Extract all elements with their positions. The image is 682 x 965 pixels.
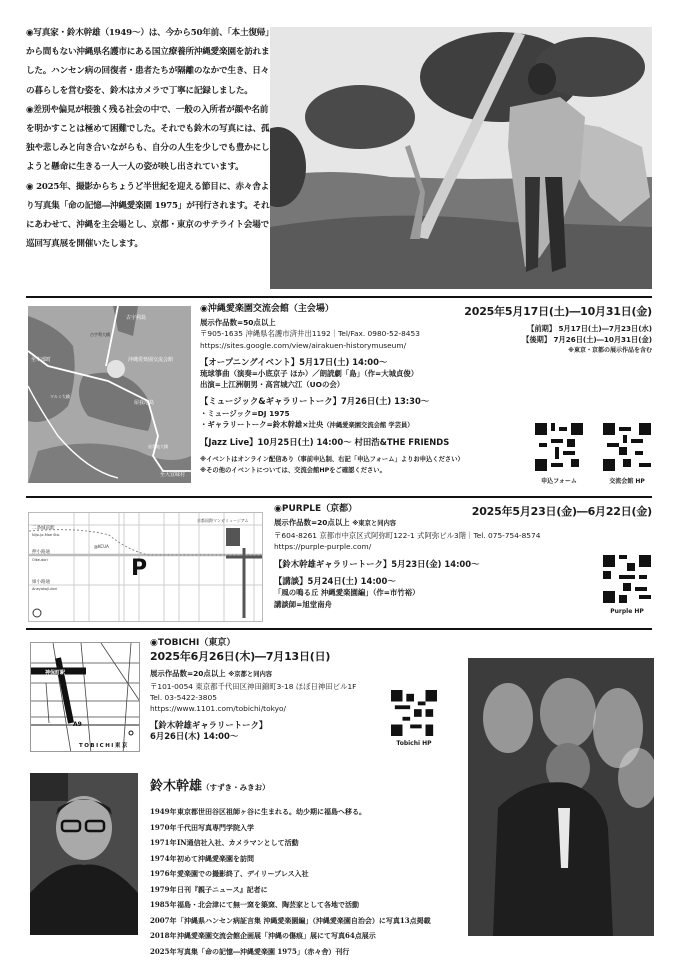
opening-event-heading: 【オープニングイベント】5月17日(土) 14:00〜 [200, 356, 388, 367]
gallery-talk-date: 6月26日(木) 14:00〜 [150, 731, 239, 742]
qr-code-purple-hp[interactable] [603, 555, 651, 603]
map-purple-kyoto [28, 512, 263, 622]
intro-paragraph-1: ◉写真家・鈴木幹雄（1949〜）は、今から50年前、「本土復帰」から間もない沖縄県名護市にある国立療養所沖縄愛楽園を訪れました。ハンセン病の回復者・患者たちが隔離のなかで生き、日々の暮らしを営む姿を、鈴木はカメラで丁寧に記録しました。 [26, 28, 270, 96]
svg-text:屋我地島: 屋我地島 [134, 400, 155, 406]
map-airakuen [28, 306, 191, 483]
qr-code-application-form[interactable] [535, 423, 583, 471]
svg-text:京都国際マンガミュージアム: 京都国際マンガミュージアム [197, 518, 249, 523]
svg-text:Nijo-Jo-Mae Sta.: Nijo-Jo-Mae Sta. [32, 533, 61, 537]
qr-code-tobichi-hp[interactable] [391, 690, 437, 736]
works-count: 展示作品数=50点以上 [200, 318, 276, 328]
intro-text [26, 24, 270, 254]
svg-text:Aneyakoji-dori: Aneyakoji-dori [32, 587, 58, 591]
intro-paragraph-2: ◉差別や偏見が根強く残る社会の中で、一般の入所者が顔や名前を明かすことは極めて困難でした。それでも鈴木の写真には、孤独や悲しみと向き合いながらも、自分の人生を少しでも豊かにしようと懸命に生きる一人一人の姿が映し出されています。 [26, 104, 270, 173]
bio-entry: 1971年IN通信社入社、カメラマンとして活動 [150, 838, 299, 847]
website-link[interactable]: https://sites.google.com/view/airakuen-historymuseum/ [200, 340, 407, 350]
svg-text:姉小路通: 姉小路通 [32, 580, 50, 585]
bio-entry: 2018年沖縄愛楽園交流会館企画展「沖縄の傷痕」展にて写真64点展示 [150, 931, 376, 940]
svg-text:古宇利大橋: 古宇利大橋 [90, 332, 110, 337]
purple-logo-icon: P [131, 556, 148, 581]
svg-text:二条城前駅: 二条城前駅 [32, 526, 55, 531]
bio-reading: （すずき・みきお） [202, 783, 270, 792]
section-divider [26, 496, 652, 498]
venue-tobichi: ◉TOBICHI（東京） 2025年6月26日(木)―7月13日(日) 展示作品数=20点以上 ※京都と同内容 〒101-0054 東京都千代田区神田錦町3-18 ほぼ日神田ビル1F Tel. 03-5422-3805 https://www.1101.com/tobichi/tokyo/ 【鈴木幹雄ギャラリートーク】 6月26日(木) 14:00〜 [150, 638, 390, 743]
venue-purple: ◉PURPLE（京都） 展示作品数=20点以上 ※東京と同内容 〒604-8261 京都市中京区式阿弥町122-1 式阿弥ビル3階｜Tel. 075-754-8574 https://purple-purple.com/ 【鈴木幹雄ギャラリートーク】5月23日(金) 14:00〜 【講談】5月24日(土) 14:00〜 「風の鳴る丘 沖縄愛楽園編」（作=市竹裕） 講談師=旭堂南舟 [274, 504, 604, 610]
address: 〒101-0054 東京都千代田区神田錦町3-18 ほぼ日神田ビル1F [150, 681, 357, 691]
section-divider [26, 628, 652, 630]
bio-entry: 1979年日刊『親子ニュース』記者に [150, 884, 268, 894]
bio-entry: 1949年東京都世田谷区祖師ヶ谷に生まれる。幼少期に福島へ移る。 [150, 807, 366, 816]
bio-entry: 1976年愛楽園での撮影終了、デイリープレス入社 [150, 869, 309, 878]
kodan-heading: 【講談】5月24日(土) 14:00〜 [274, 576, 396, 587]
photo-man-bowing [468, 658, 654, 936]
bio-timeline [150, 804, 470, 959]
venue-airakuen: ◉沖縄愛楽園交流会館（主会場） 展示作品数=50点以上 〒905-1635 沖縄県名護市済井出1192｜Tel/Fax. 0980-52-8453 https://sites.google.com/view/airakuen-historymuseum/ 【オープニングイベント】5月17日(土) 14:00〜 琉球箏曲（演奏=小底京子 ほか）／朗読劇「島」（作=大城貞俊） 出演=上江洲朝男・高宮城六江（UOの会） 【ミュージック&ギャラリートーク】7月26日(土) 13:30〜 ・ミュージック=DJ 1975 ・ギャラリートーク=鈴木幹雄×辻央（沖縄愛楽園交流会館 学芸員） 【Jazz Live】10月25日(土) 14:00〜 村田浩&THE FRIENDS ※イベントはオンライン配信あり（事前申込制、右記「申込フォーム」よりお申込ください） ※その他のイベントについては、交流会館HPをご確認ください。 [200, 304, 500, 477]
bio-entry: 1974年初めて沖縄愛楽園を訪問 [150, 853, 254, 863]
bio-entry: 2007年「沖縄県ハンセン病証言集 沖縄愛楽園編」（沖縄愛楽園自治会）に写真13点掲載 [150, 915, 431, 925]
qr-label-museum-hp: 交流会館 HP [609, 478, 645, 485]
venue-title: ◉PURPLE（京都） [274, 504, 358, 514]
qr-label-application-form: 申込フォーム [541, 478, 577, 485]
jazz-live-heading: 【Jazz Live】10月25日(土) 14:00〜 村田浩&THE FRIENDS [200, 437, 450, 448]
bio-name: 鈴木幹雄 [150, 779, 203, 794]
address: 〒905-1635 沖縄県名護市済井出1192｜Tel/Fax. 0980-52-8453 [200, 329, 420, 339]
svg-text:押小路通: 押小路通 [32, 550, 50, 555]
photo-portrait-suzuki [30, 773, 138, 935]
svg-text:TOBICHI東京: TOBICHI東京 [79, 743, 129, 749]
bio-entry: 2025年写真集「命の記憶―沖縄愛楽園 1975」（赤々舎）刊行 [150, 946, 350, 956]
section-divider [26, 296, 652, 298]
music-event-heading: 【ミュージック&ギャラリートーク】7月26日(土) 13:30〜 [200, 396, 430, 407]
address: 〒604-8261 京都市中京区式阿弥町122-1 式阿弥ビル3階｜Tel. 075-754-8574 [274, 530, 541, 540]
gallery-talk-heading: 【鈴木幹雄ギャラリートーク】 [150, 720, 268, 731]
svg-text:至大宜味村: 至大宜味村 [160, 472, 186, 478]
exhibition-dates: 2025年6月26日(木)―7月13日(日) [150, 650, 331, 664]
svg-text:Oike-dori: Oike-dori [32, 558, 48, 562]
biography [150, 775, 470, 959]
svg-text:A9: A9 [73, 721, 82, 728]
map-label-venue: 沖縄愛楽園交流会館 [128, 357, 174, 363]
map-tobichi-tokyo [30, 642, 140, 752]
svg-text:@KCUA: @KCUA [94, 544, 109, 549]
venue-title: ◉沖縄愛楽園交流会館（主会場） [200, 304, 334, 314]
website-link[interactable]: https://purple-purple.com/ [274, 542, 372, 552]
photo-wind-coat-illustration [270, 27, 652, 289]
svg-text:屋我地大橋: 屋我地大橋 [148, 444, 168, 449]
bio-entry: 1970年千代田写真専門学院入学 [150, 822, 254, 832]
hero-photo [270, 27, 652, 289]
exhibition-dates: 2025年5月17日(土)―10月31日(金) [464, 305, 652, 318]
svg-text:至本部町: 至本部町 [31, 357, 52, 363]
qr-label-tobichi-hp: Tobichi HP [396, 740, 432, 747]
svg-text:古宇利島: 古宇利島 [126, 315, 147, 321]
bio-entry: 1985年福島・北会津にて無一窯を築窯、陶芸家として各地で活動 [150, 900, 359, 909]
website-link[interactable]: https://www.1101.com/tobichi/tokyo/ [150, 704, 287, 714]
gallery-talk-heading: 【鈴木幹雄ギャラリートーク】5月23日(金) 14:00〜 [274, 558, 480, 569]
svg-text:ワルミ大橋: ワルミ大橋 [50, 394, 70, 399]
venue-title: ◉TOBICHI（東京） [150, 638, 236, 648]
phone: Tel. 03-5422-3805 [150, 692, 217, 702]
svg-text:神保町駅: 神保町駅 [45, 670, 66, 676]
qr-code-museum-hp[interactable] [603, 423, 651, 471]
venue-airakuen-dates: 2025年5月17日(土)―10月31日(金) 【前期】 5月17日(土)―7月23日(水) 【後期】 7月26日(土)―10月31日(金) ※東京・京都の展示作品を含む [432, 303, 652, 354]
intro-paragraph-3: ◉ 2025年、撮影からちょうど半世紀を迎える節目に、赤々舎より写真集「命の記憶―沖縄愛楽園 1975」が刊行されます。それにあわせて、沖縄を主会場とし、京都・東京のサテライト会場で巡回写真展を開催いたします。 [26, 181, 270, 250]
qr-label-purple-hp: Purple HP [610, 608, 644, 615]
exhibition-dates: 2025年5月23日(金)―6月22日(金) [471, 505, 652, 518]
